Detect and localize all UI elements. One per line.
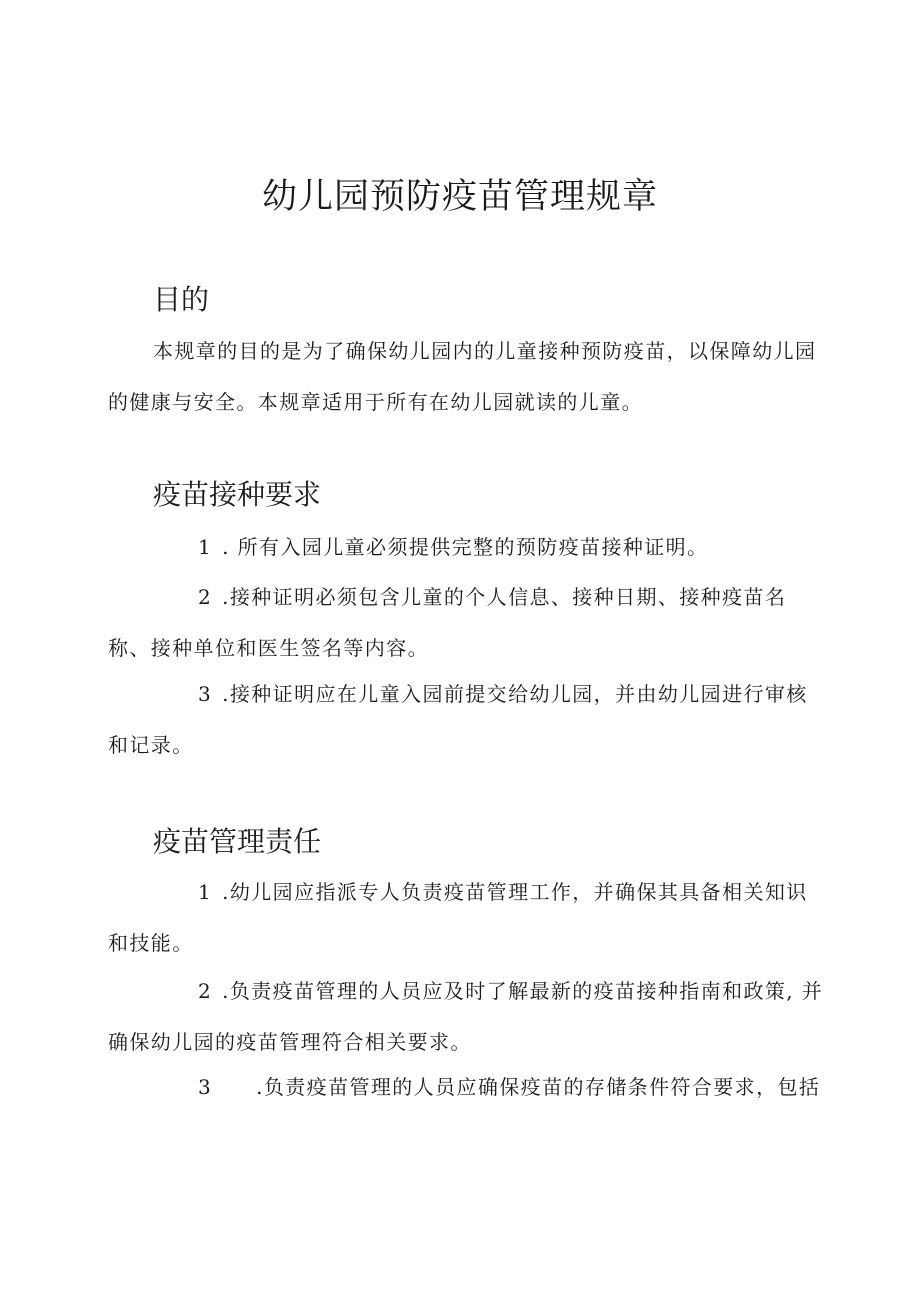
responsibility-item-1 [108, 867, 828, 969]
list-item-number: 2 [198, 585, 213, 609]
list-item-text: .负责疫苗管理的人员应及时了解最新的疫苗接种指南和政策, 并确保幼儿园的疫苗管理符合相关要求。 [108, 979, 824, 1054]
responsibility-item-3 [108, 1062, 828, 1113]
list-item-text: .接种证明应在儿童入园前提交给幼儿园，并由幼儿园进行审核和记录。 [108, 682, 808, 757]
section-heading-vaccination-requirements: 疫苗接种要求 [153, 478, 322, 511]
requirement-item-2 [108, 572, 828, 674]
list-item-number: 3 [198, 1075, 213, 1099]
purpose-paragraph: 本规章的目的是为了确保幼儿园内的儿童接种预防疫苗，以保障幼儿园的健康与安全。本规章适用于所有在幼儿园就读的儿童。 [108, 339, 817, 414]
list-item-number: 1 [198, 880, 213, 904]
section-heading-management-responsibility: 疫苗管理责任 [153, 825, 322, 858]
list-item-number: 3 [198, 682, 213, 706]
responsibility-item-2 [108, 966, 828, 1068]
document-title: 幼儿园预防疫苗管理规章 [261, 177, 658, 217]
list-item-number: 2 [198, 979, 213, 1003]
list-item-text: .负责疫苗管理的人员应确保疫苗的存储条件符合要求，包括 [256, 1075, 821, 1099]
requirement-item-1 [108, 522, 828, 573]
list-item-text: . 所有入园儿童必须提供完整的预防疫苗接种证明。 [222, 535, 709, 559]
list-item-text: .接种证明必须包含儿童的个人信息、接种日期、接种疫苗名称、接种单位和医生签名等内容。 [108, 585, 787, 660]
list-item-number: 1 [198, 535, 213, 559]
requirement-item-3 [108, 669, 828, 771]
section-heading-purpose: 目的 [153, 283, 210, 316]
list-item-text: .幼儿园应指派专人负责疫苗管理工作，并确保其具备相关知识和技能。 [108, 880, 808, 955]
